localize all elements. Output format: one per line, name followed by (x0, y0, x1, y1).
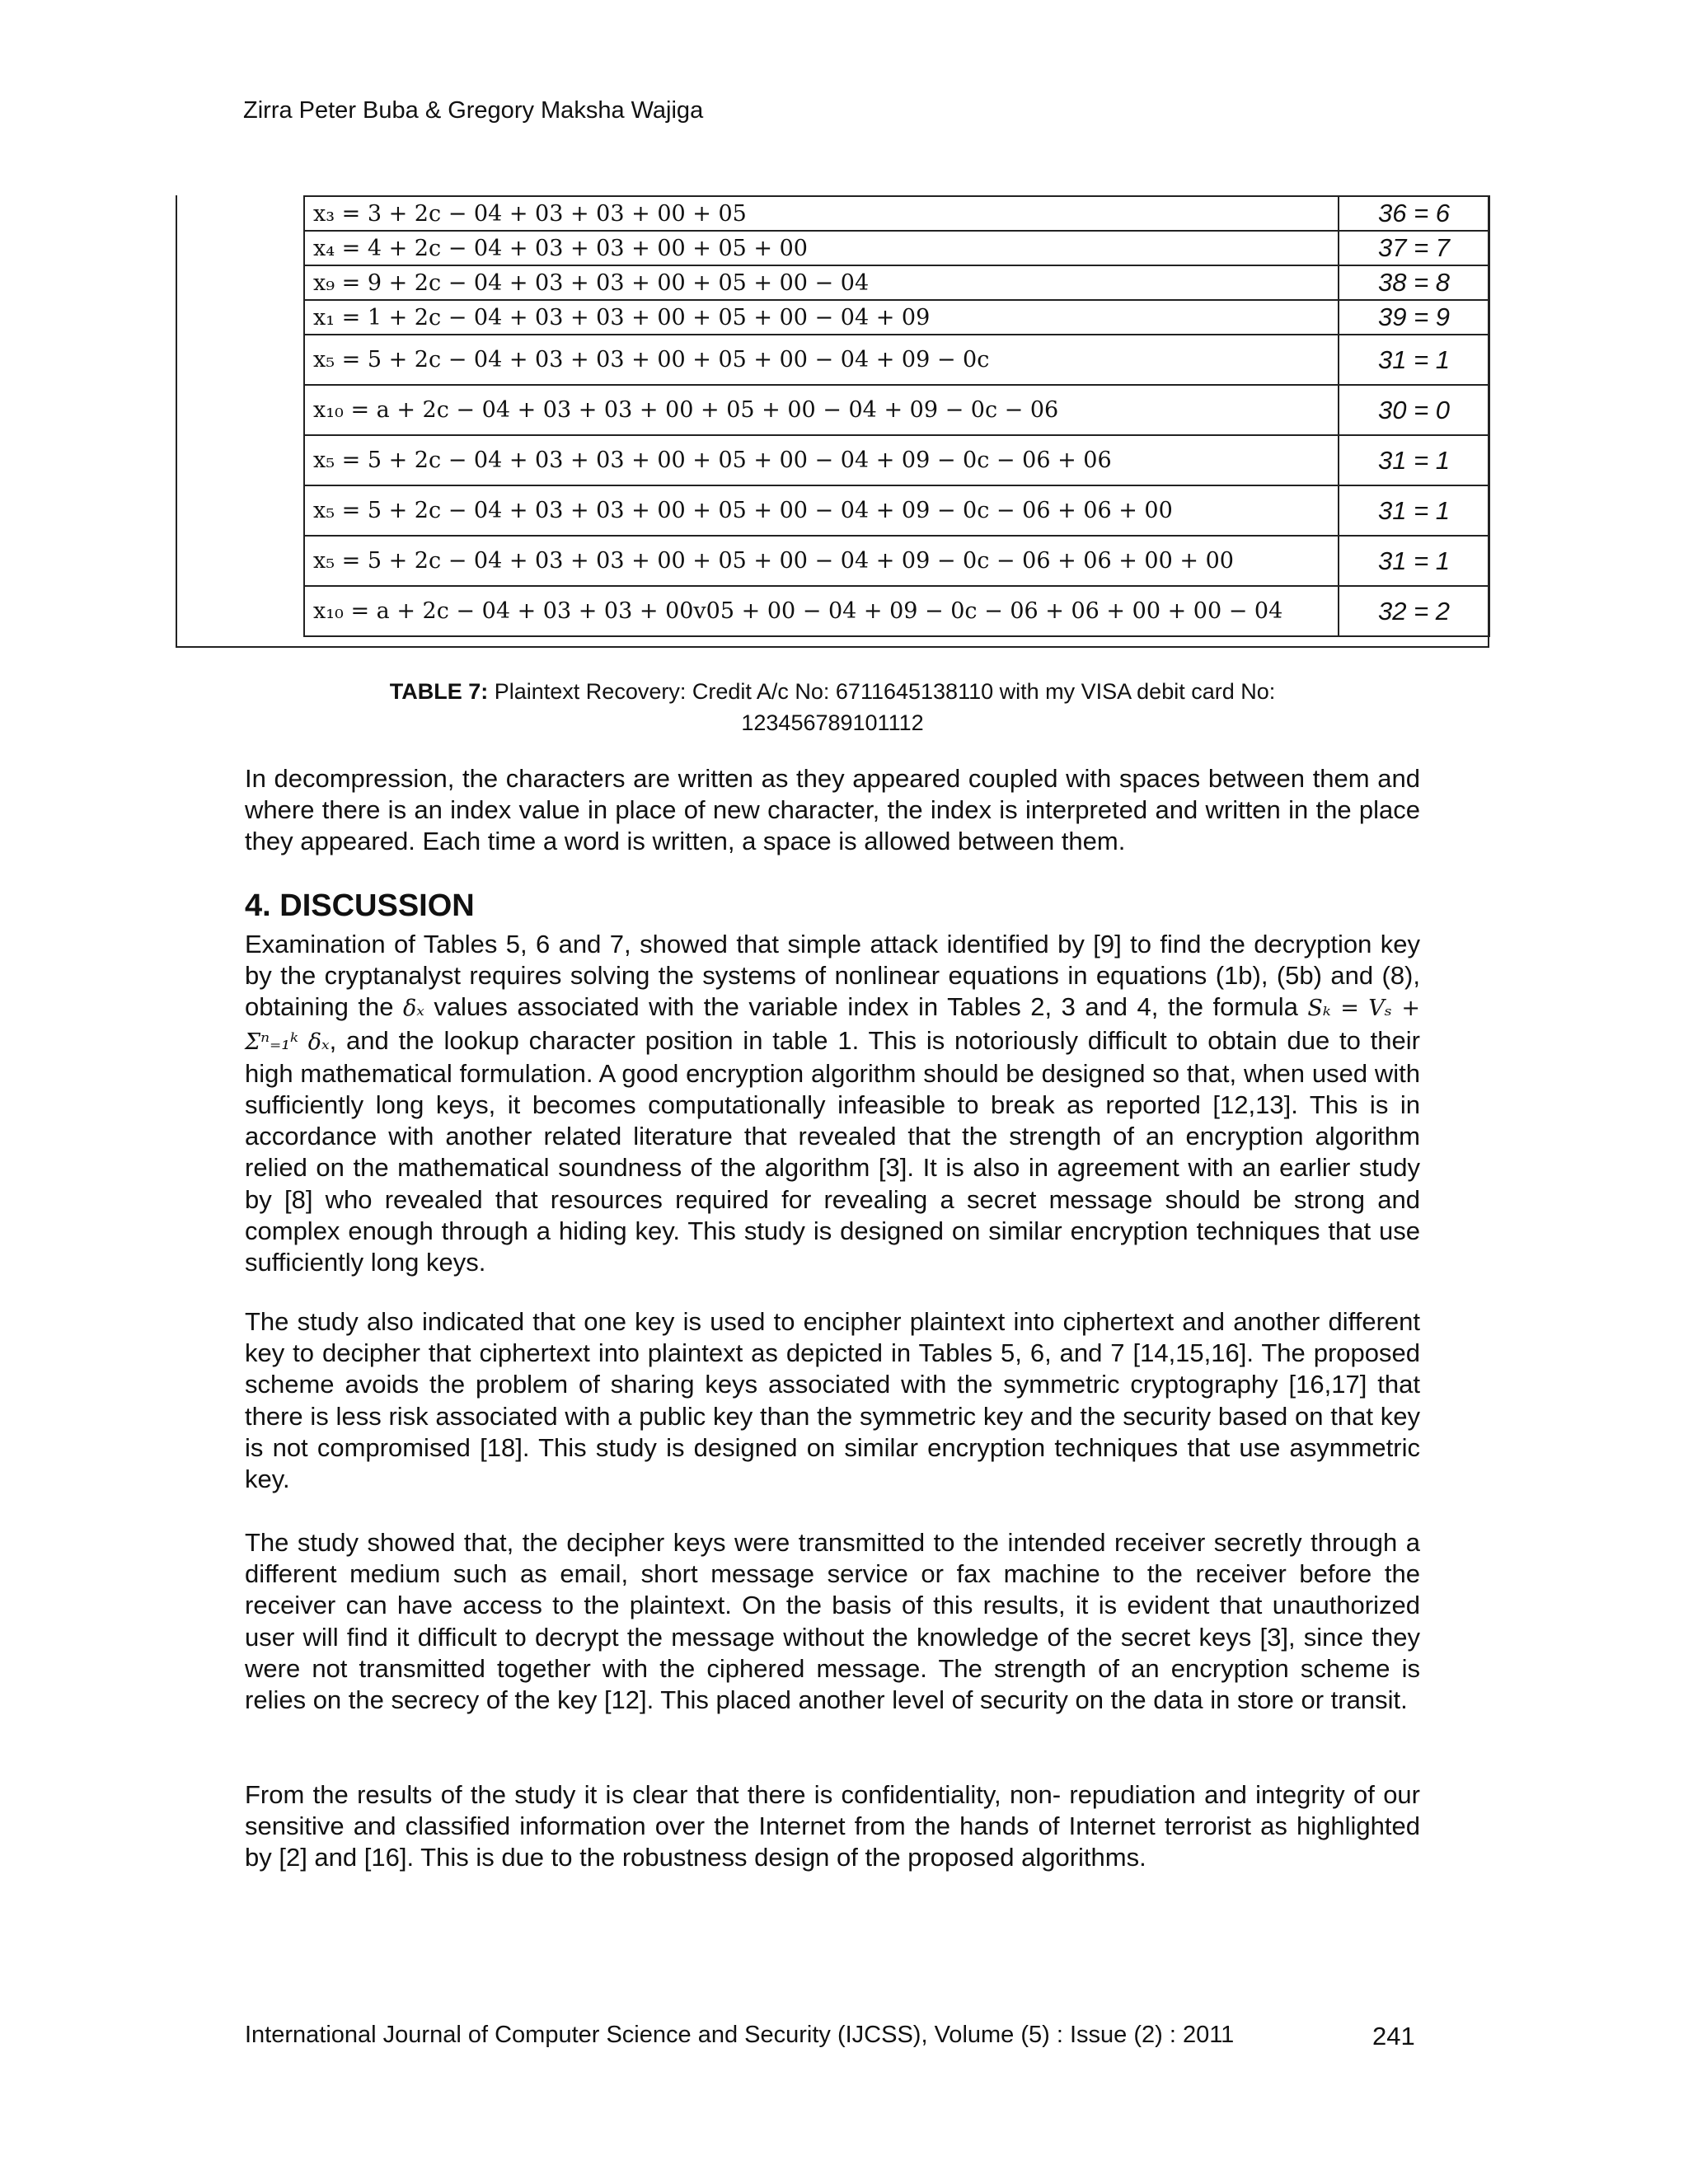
footer-page-number: 241 (1372, 2022, 1415, 2050)
plaintext-recovery-table (303, 195, 1490, 637)
table-row (304, 435, 1489, 485)
table-cell-value: 36 = 6 (1339, 196, 1489, 231)
footer-journal-citation: International Journal of Computer Science and Security (IJCSS), Volume (5) : Issue (2) : 2011 (245, 2022, 1235, 2048)
table-cell-value: 31 = 1 (1339, 485, 1489, 536)
paragraph-decompression: In decompression, the characters are written as they appeared coupled with spaces between them and where there is an index value in place of new character, the index is interpreted and written in the place they appeared. Each time a word is written, a space is allowed between them. (245, 764, 1420, 856)
section-heading: 4. DISCUSSION (245, 888, 475, 923)
table-cell-formula: x₃ = 3 + 2c − 04 + 03 + 03 + 00 + 05 (304, 196, 1339, 231)
running-header-authors: Zirra Peter Buba & Gregory Maksha Wajiga (243, 97, 704, 124)
paragraph-discussion-3: The study showed that, the decipher keys were transmitted to the intended receiver secretly through a different medium such as email, short message service or fax machine to the receiver before the receiver can have access to the plaintext. On the basis of this results, it is evident that unauthorized user will find it difficult to decrypt the message without the knowledge of the secret keys [3], since they were not transmitted together with the ciphered message. The strength of an encryption scheme is relies on the secrecy of the key [12]. This placed another level of security on the data in store or transit. (245, 1528, 1420, 1715)
table-cell-formula: x₁₀ = a + 2c − 04 + 03 + 03 + 00 + 05 + 00 − 04 + 09 − 0c − 06 (304, 385, 1339, 435)
table-caption-line2: 123456789101112 (741, 710, 924, 735)
paragraph-discussion-2: The study also indicated that one key is used to encipher plaintext into ciphertext and another different key to decipher that ciphertext into plaintext as depicted in Tables 5, 6, and 7 [14,15,16]. The proposed scheme avoids the problem of sharing keys associated with the symmetric cryptography [16,17] that there is less risk associated with a public key than the symmetric key and the security based on that key is not compromised [18]. This study is designed on similar encryption techniques that use asymmetric key. (245, 1307, 1420, 1494)
table-cell-value: 31 = 1 (1339, 335, 1489, 385)
table-cell-formula: x₄ = 4 + 2c − 04 + 03 + 03 + 00 + 05 + 00 (304, 231, 1339, 265)
table-cell-formula: x₅ = 5 + 2c − 04 + 03 + 03 + 00 + 05 + 00 − 04 + 09 − 0c − 06 + 06 + 00 (304, 485, 1339, 536)
table-row (304, 335, 1489, 385)
paragraph-discussion-1-part-c: , and the lookup character position in table 1. This is notoriously difficult to obtain due to their high mathematical formulation. A good encryption algorithm should be designed so that, when used with sufficiently long keys, it becomes computationally infeasible to break as reported [12,13]. This is in accordance with another related literature that revealed that the strength of an encryption algorithm relied on the mathematical soundness of the algorithm [3]. It is also in agreement with an earlier study by [8] who revealed that resources required for revealing a secret message should be strong and complex enough through a hiding key. This study is designed on similar encryption techniques that use sufficiently long keys. (245, 1025, 1420, 1277)
table-cell-value: 31 = 1 (1339, 435, 1489, 485)
table-cell-value: 39 = 9 (1339, 300, 1489, 335)
delta-symbol: δₓ (402, 996, 424, 1022)
table-cell-value: 37 = 7 (1339, 231, 1489, 265)
table-row (304, 265, 1489, 300)
table-row (304, 196, 1489, 231)
paragraph-discussion-1-part-a: Examination of Tables 5, 6 and 7, showed that simple attack identified by [9] to find the decryption key by the cryptanalyst requires solving the systems of nonlinear equations in equations (1b), (5b) and (8), obtaining the (245, 930, 1420, 1022)
table-cell-formula: x₁₀ = a + 2c − 04 + 03 + 03 + 00v05 + 00 − 04 + 09 − 0c − 06 + 06 + 00 + 00 − 04 (304, 586, 1339, 636)
table-cell-formula: x₅ = 5 + 2c − 04 + 03 + 03 + 00 + 05 + 00 − 04 + 09 − 0c (304, 335, 1339, 385)
paragraph-discussion-4: From the results of the study it is clear that there is confidentiality, non- repudiation and integrity of our sensitive and classified information over the Internet from the hands of Internet terrorist as highlighted by [2] and [16]. This is due to the robustness design of the proposed algorithms. (245, 1780, 1420, 1872)
table-caption-label: TABLE 7: (389, 679, 489, 704)
paragraph-discussion-1 (245, 929, 1420, 1278)
table-row (304, 385, 1489, 435)
table-cell-formula: x₉ = 9 + 2c − 04 + 03 + 03 + 00 + 05 + 00 − 04 (304, 265, 1339, 300)
table-cell-formula: x₁ = 1 + 2c − 04 + 03 + 03 + 00 + 05 + 00 − 04 + 09 (304, 300, 1339, 335)
table-cell-value: 30 = 0 (1339, 385, 1489, 435)
table-row (304, 231, 1489, 265)
table-cell-formula: x₅ = 5 + 2c − 04 + 03 + 03 + 00 + 05 + 00 − 04 + 09 − 0c − 06 + 06 (304, 435, 1339, 485)
inline-formula: Sₖ = Vₛ + Σⁿ₌₁ᵏ δₓ (245, 996, 1420, 1055)
table-cell-formula: x₅ = 5 + 2c − 04 + 03 + 03 + 00 + 05 + 00 − 04 + 09 − 0c − 06 + 06 + 00 + 00 (304, 536, 1339, 586)
table-row (304, 485, 1489, 536)
table-cell-value: 32 = 2 (1339, 586, 1489, 636)
table-frame (176, 195, 1489, 648)
table-caption-text: Plaintext Recovery: Credit A/c No: 6711645138110 with my VISA debit card No: (494, 679, 1276, 704)
paragraph-discussion-1-part-b: values associated with the variable index in Tables 2, 3 and 4, the formula (434, 992, 1298, 1022)
table-row (304, 586, 1489, 636)
table-cell-value: 31 = 1 (1339, 536, 1489, 586)
table-caption (243, 676, 1422, 738)
table-row (304, 300, 1489, 335)
table-cell-value: 38 = 8 (1339, 265, 1489, 300)
table-row (304, 536, 1489, 586)
